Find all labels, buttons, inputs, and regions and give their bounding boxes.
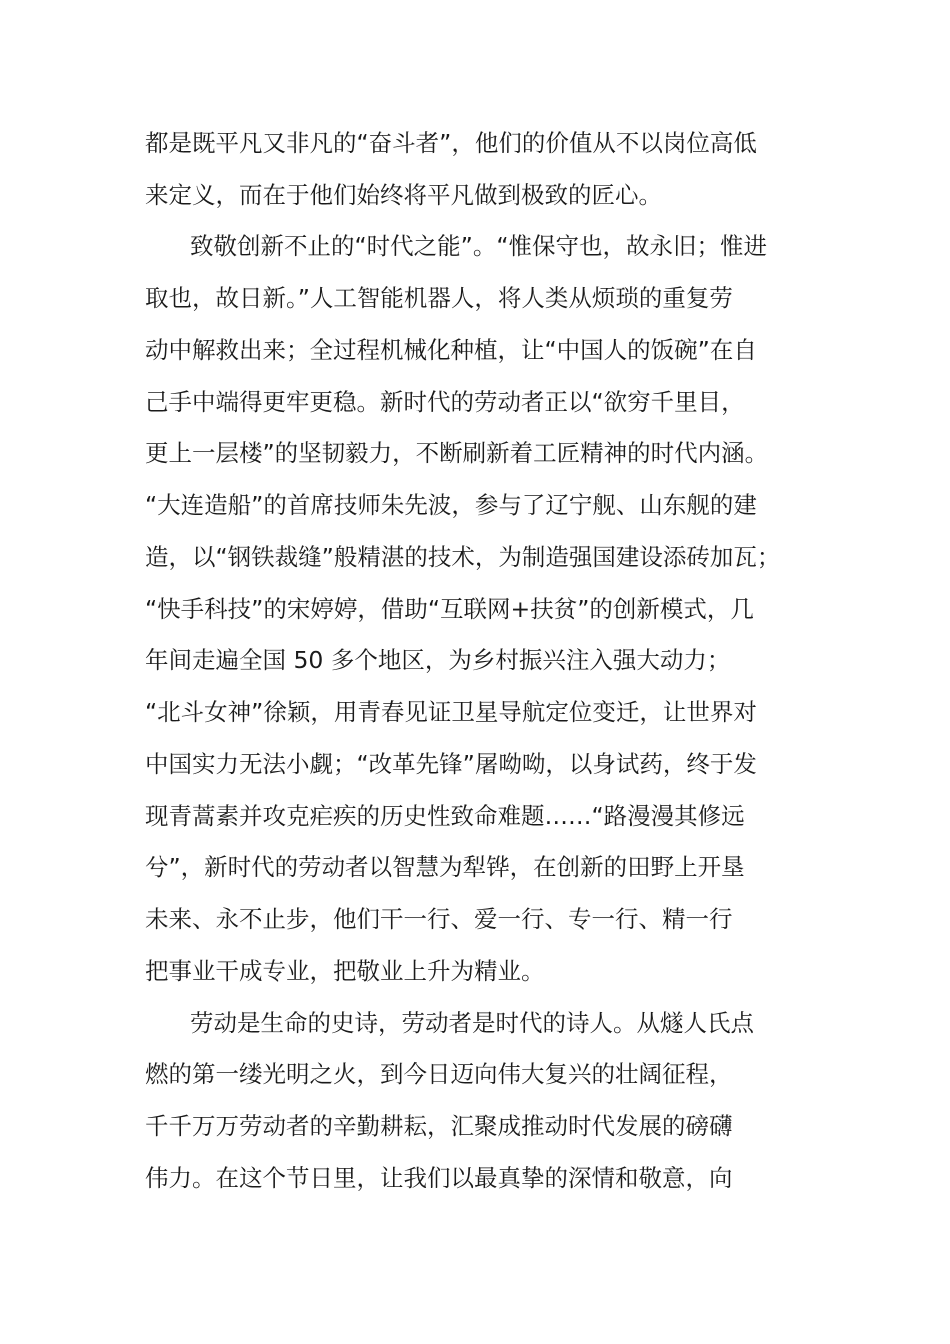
text-line: 取也，故日新。”人工智能机器人，将人类从烦琐的重复劳 [145, 284, 733, 312]
text-line: 都是既平凡又非凡的“奋斗者”，他们的价值从不以岗位高低 [145, 129, 757, 157]
text-line: 千千万万劳动者的辛勤耕耘，汇聚成推动时代发展的磅礴 [145, 1112, 733, 1140]
text-line: 动中解救出来；全过程机械化种植，让“中国人的饭碗”在自 [145, 336, 757, 364]
text-line: 年间走遍全国 50 多个地区，为乡村振兴注入强大动力； [145, 646, 731, 674]
text-line: “北斗女神”徐颖，用青春见证卫星导航定位变迁，让世界对 [145, 698, 757, 726]
text-line: 伟力。在这个节日里，让我们以最真挚的深情和敬意，向 [145, 1164, 733, 1192]
text-line: 燃的第一缕光明之火，到今日迈向伟大复兴的壮阔征程， [145, 1060, 733, 1088]
text-line: 更上一层楼”的坚韧毅力，不断刷新着工匠精神的时代内涵。 [145, 439, 769, 467]
text-line: 兮”，新时代的劳动者以智慧为犁铧，在创新的田野上开垦 [145, 853, 745, 881]
paragraph-first-line: 致敬创新不止的“时代之能”。“惟保守也，故永旧；惟进 [190, 232, 768, 260]
text-line: “大连造船”的首席技师朱先波，参与了辽宁舰、山东舰的建 [145, 491, 757, 519]
text-line: 己手中端得更牢更稳。新时代的劳动者正以“欲穷千里目， [145, 388, 745, 416]
text-line: 来定义，而在于他们始终将平凡做到极致的匠心。 [145, 181, 662, 209]
paragraph-first-line: 劳动是生命的史诗，劳动者是时代的诗人。从燧人氏点 [190, 1009, 754, 1037]
text-line: 造，以“钢铁裁缝”般精湛的技术，为制造强国建设添砖加瓦； [145, 543, 781, 571]
text-line: 现青蒿素并攻克疟疾的历史性致命难题……“路漫漫其修远 [145, 802, 745, 830]
text-line: “快手科技”的宋婷婷，借助“互联网+扶贫”的创新模式，几 [145, 595, 754, 623]
text-line: 中国实力无法小觑；“改革先锋”屠呦呦，以身试药，终于发 [145, 750, 757, 778]
text-line: 未来、永不止步，他们干一行、爱一行、专一行、精一行 [145, 905, 733, 933]
text-line: 把事业干成专业，把敬业上升为精业。 [145, 957, 545, 985]
